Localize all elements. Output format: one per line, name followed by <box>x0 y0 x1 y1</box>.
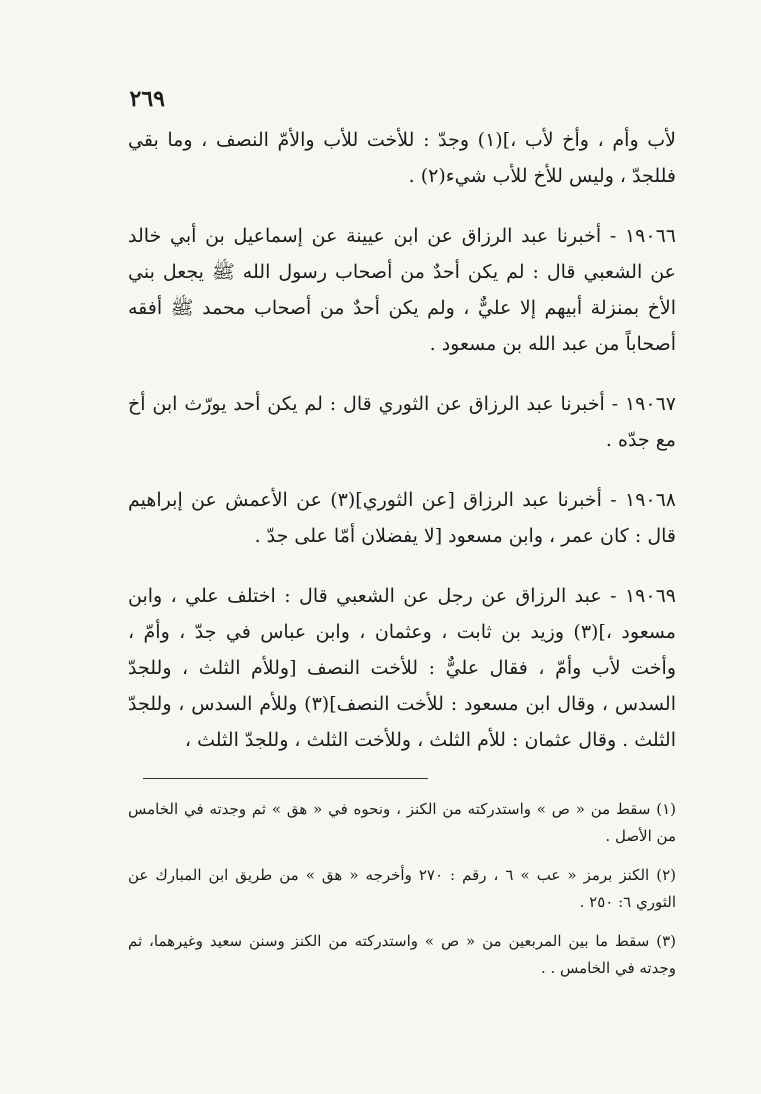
paragraph-continuation: لأب وأم ، وأخ لأب ،](١) وجدّ : للأخت للأب والأمّ النصف ، وما بقي فللجدّ ، وليس للأخ للأب شيء(٢) . <box>128 129 676 187</box>
footnote-divider <box>143 778 428 779</box>
page-number: ٢٦٩ <box>129 86 165 112</box>
hadith-19066: ١٩٠٦٦ - أخبرنا عبد الرزاق عن ابن عيينة عن إسماعيل بن أبي خالد عن الشعبي قال : لم يكن أحدٌ من أصحاب رسول الله ﷺ يجعل بني الأخ بمنزلة أبيهم إلا عليٌّ ، ولم يكن أحدٌ من أصحاب محمد ﷺ أفقه أصحاباً من عبد الله بن مسعود . <box>128 225 676 355</box>
footnote-3: (٣) سقط ما بين المربعين من « ص » واستدركته من الكنز وسنن سعيد وغيرهما، ثم وجدته في الخامس . . <box>128 932 676 977</box>
hadith-19067: ١٩٠٦٧ - أخبرنا عبد الرزاق عن الثوري قال : لم يكن أحد يورّث ابن أخ مع جدّه . <box>128 393 676 451</box>
hadith-19069: ١٩٠٦٩ - عبد الرزاق عن رجل عن الشعبي قال : اختلف علي ، وابن مسعود ،](٣) وزيد بن ثابت ، وعثمان ، وابن عباس في جدّ ، وأمّ ، وأخت لأب وأمّ ، فقال عليٌّ : للأخت النصف [وللأم الثلث ، وللجدّ السدس ، وقال ابن مسعود : للأخت النصف](٣) وللأم السدس ، وللجدّ الثلث . وقال عثمان : للأم الثلث ، وللأخت الثلث ، وللجدّ الثلث ، <box>128 585 677 751</box>
main-text <box>128 122 676 782</box>
footnote-2: (٢) الكنز برمز « عب » ٦ ، رقم : ٢٧٠ وأخرجه « هق » من طريق ابن المبارك عن الثوري ٦: ٢٥٠ . <box>128 866 676 911</box>
hadith-19068: ١٩٠٦٨ - أخبرنا عبد الرزاق [عن الثوري](٣) عن الأعمش عن إبراهيم قال : كان عمر ، وابن مسعود [لا يفضلان أمّا على جدّ . <box>128 489 677 547</box>
footnote-1: (١) سقط من « ص » واستدركته من الكنز ، ونحوه في « هق » ثم وجدته في الخامس من الأصل . <box>128 800 676 845</box>
footnotes <box>128 796 676 994</box>
